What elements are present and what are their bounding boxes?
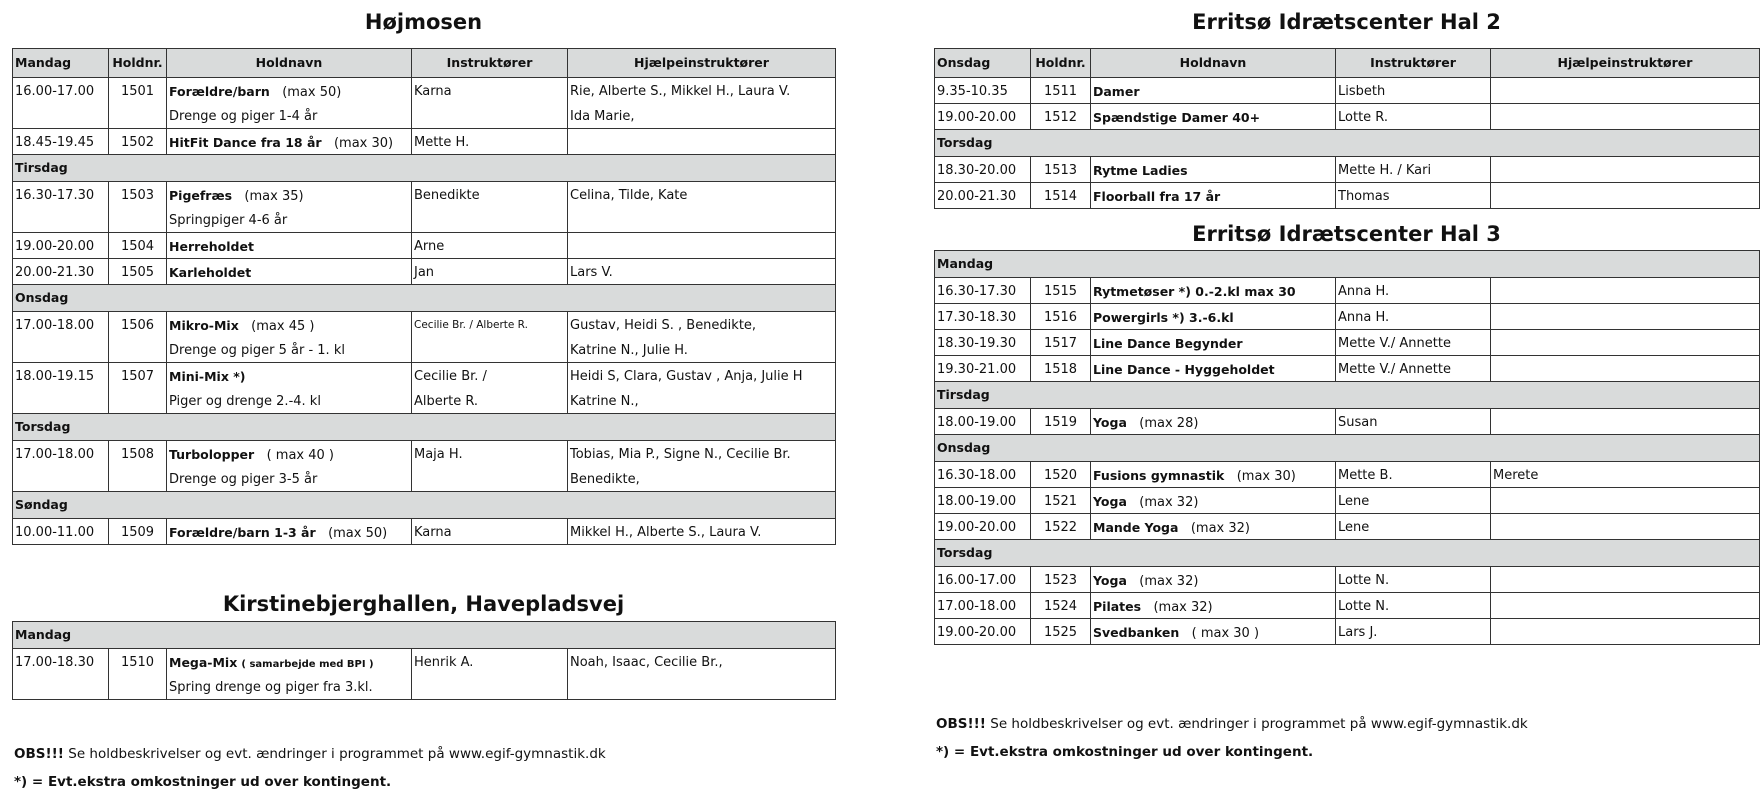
table-row: [935, 619, 1760, 645]
col-header-helpers: Hjælpeinstruktører: [568, 49, 836, 78]
col-header-helpers: Hjælpeinstruktører: [1491, 49, 1760, 78]
day-label: Torsdag: [935, 130, 1760, 157]
table-row: [13, 259, 836, 285]
instructor: Anna H.: [1338, 310, 1390, 325]
helper-instructors: [1493, 514, 1757, 539]
table-row: [935, 567, 1760, 593]
footnote: *) = Evt.ekstra omkostninger ud over kontingent.: [936, 744, 1314, 760]
team-number: 1524: [1043, 599, 1078, 614]
team-name: Mega-Mix: [169, 655, 238, 670]
col-header-instructors: Instruktører: [412, 49, 568, 78]
team-note: ( samarbejde med BPI ): [241, 659, 374, 670]
team-number: 1519: [1043, 415, 1078, 430]
day-label: Tirsdag: [935, 382, 1760, 409]
hal2-section: [934, 8, 1759, 209]
schedule-body-hal3: [935, 251, 1760, 645]
day-row: [13, 622, 836, 649]
team-max: (max 30): [1236, 469, 1296, 484]
team-max: (max 50): [328, 526, 388, 541]
day-row: [13, 414, 836, 441]
team-number: 1502: [120, 135, 155, 150]
team-number: 1517: [1043, 336, 1078, 351]
team-number: 1514: [1043, 189, 1078, 204]
day-row: [935, 382, 1760, 409]
instructor: Anna H.: [1338, 284, 1390, 299]
team-number: 1509: [120, 525, 155, 540]
day-label: Tirsdag: [13, 155, 836, 182]
schedule-table-kirstinebjerg: [12, 621, 836, 700]
time-cell: 16.30-18.00: [937, 468, 1017, 483]
hal3-section: [934, 220, 1759, 645]
time-cell: 19.00-20.00: [937, 520, 1017, 535]
team-subtitle: Drenge og piger 3-5 år: [169, 472, 318, 487]
day-row: [935, 435, 1760, 462]
team-name: HitFit Dance fra 18 år: [169, 135, 322, 150]
helper-instructors: Merete: [1493, 468, 1539, 483]
helper-instructors: Lars V.: [570, 265, 613, 280]
instructor-line2: [414, 207, 565, 232]
col-header-number: Holdnr.: [1031, 49, 1091, 78]
footer-left: [14, 740, 606, 793]
instructor: Karna: [414, 84, 452, 99]
instructor: Lene: [1338, 494, 1370, 509]
team-number: 1507: [120, 369, 155, 384]
table-row: [935, 488, 1760, 514]
instructor: Arne: [414, 239, 445, 254]
hojmosen-section: [12, 8, 835, 545]
team-name: Floorball fra 17 år: [1093, 189, 1221, 204]
team-max: (max 30): [333, 136, 394, 151]
team-number: 1511: [1043, 84, 1078, 99]
time-cell: 17.00-18.00: [937, 599, 1017, 614]
team-name: Svedbanken: [1093, 625, 1180, 640]
venue-title-kirstinebjerg: Kirstinebjerghallen, Havepladsvej: [222, 592, 625, 616]
helper-instructors: [1493, 567, 1757, 592]
obs-text: Se holdbeskrivelser og evt. ændringer i programmet på www.egif-gymnastik.dk: [63, 746, 606, 762]
team-max: (max 32): [1190, 521, 1250, 536]
day-label: Torsdag: [935, 540, 1760, 567]
instructor-line2: [414, 337, 565, 362]
helper-instructors: [1493, 104, 1757, 129]
team-number: 1525: [1043, 625, 1078, 640]
venue-title-hal2: Erritsø Idrætscenter Hal 2: [1192, 10, 1501, 34]
team-name: Yoga: [1093, 494, 1127, 509]
helper-instructors: Celina, Tilde, Kate: [570, 188, 688, 203]
team-name: Fusions gymnastik: [1093, 468, 1225, 483]
day-label: Torsdag: [13, 414, 836, 441]
col-header-name: Holdnavn: [167, 49, 412, 78]
instructor: Lene: [1338, 520, 1370, 535]
team-number: 1506: [120, 318, 155, 333]
table-row: [13, 649, 836, 700]
helper-instructors: [1493, 356, 1757, 381]
team-name: Forældre/barn 1-3 år: [169, 525, 316, 540]
team-name: Herreholdet: [169, 239, 254, 254]
team-number: 1520: [1043, 468, 1078, 483]
instructor: Susan: [1338, 415, 1378, 430]
helper-instructors-line2: [570, 207, 833, 232]
team-number: 1515: [1043, 284, 1078, 299]
instructor: Thomas: [1338, 189, 1390, 204]
footnote: *) = Evt.ekstra omkostninger ud over kontingent.: [14, 774, 392, 790]
team-number: 1518: [1043, 362, 1078, 377]
table-row: [935, 330, 1760, 356]
team-number: 1516: [1043, 310, 1078, 325]
table-row: [13, 441, 836, 492]
time-cell: 18.45-19.45: [15, 135, 95, 150]
table-row: [13, 182, 836, 233]
time-cell: 16.00-17.00: [15, 84, 95, 99]
day-row: [935, 540, 1760, 567]
instructor: Lars J.: [1338, 625, 1378, 640]
team-name: Forældre/barn: [169, 84, 270, 99]
table-header-row: [935, 49, 1760, 78]
table-header-row: [13, 49, 836, 78]
helper-instructors: [1493, 304, 1757, 329]
time-cell: 16.30-17.30: [15, 188, 95, 203]
schedule-table-hojmosen: [12, 48, 836, 545]
team-number: 1523: [1043, 573, 1078, 588]
time-cell: 16.30-17.30: [937, 284, 1017, 299]
team-max: (max 32): [1153, 600, 1213, 615]
team-name: Mande Yoga: [1093, 520, 1179, 535]
col-header-name: Holdnavn: [1091, 49, 1336, 78]
instructor: Karna: [414, 525, 452, 540]
time-cell: 16.00-17.00: [937, 573, 1017, 588]
team-max: ( max 40 ): [266, 448, 334, 463]
table-row: [935, 183, 1760, 209]
helper-instructors: [1493, 183, 1757, 208]
team-max: (max 50): [282, 85, 342, 100]
instructor: Mette H. / Kari: [1338, 163, 1432, 178]
time-cell: 18.30-19.30: [937, 336, 1017, 351]
helper-instructors-line2: Ida Marie,: [570, 109, 635, 124]
time-cell: 20.00-21.30: [15, 265, 95, 280]
table-row: [13, 363, 836, 414]
day-label: Mandag: [935, 251, 1760, 278]
instructor: Jan: [414, 265, 435, 280]
team-name: Line Dance - Hyggeholdet: [1093, 362, 1275, 377]
time-cell: 19.00-20.00: [937, 625, 1017, 640]
team-subtitle: Spring drenge og piger fra 3.kl.: [169, 680, 373, 695]
time-cell: 9.35-10.35: [937, 84, 1008, 99]
instructor: Mette V./ Annette: [1338, 336, 1451, 351]
table-row: [935, 593, 1760, 619]
schedule-table-hal2: [934, 48, 1760, 209]
helper-instructors: [1493, 488, 1757, 513]
day-row: [13, 285, 836, 312]
team-max: (max 32): [1139, 574, 1199, 589]
helper-instructors: [570, 233, 833, 258]
instructor: Maja H.: [414, 447, 463, 462]
team-number: 1503: [120, 188, 155, 203]
team-subtitle: Drenge og piger 5 år - 1. kl: [169, 343, 345, 358]
helper-instructors-line2: Benedikte,: [570, 472, 640, 487]
time-cell: 17.00-18.00: [15, 318, 95, 333]
col-header-instructors: Instruktører: [1336, 49, 1491, 78]
helper-instructors: Heidi S, Clara, Gustav , Anja, Julie H: [570, 369, 803, 384]
time-cell: 18.00-19.00: [937, 415, 1017, 430]
team-name: Powergirls *) 3.-6.kl: [1093, 310, 1234, 325]
helper-instructors: Gustav, Heidi S. , Benedikte,: [570, 318, 757, 333]
team-number: 1522: [1043, 520, 1078, 535]
table-row: [13, 129, 836, 155]
team-number: 1521: [1043, 494, 1078, 509]
table-row: [13, 78, 836, 129]
helper-instructors: [1493, 409, 1757, 434]
team-number: 1512: [1043, 110, 1078, 125]
team-number: 1510: [120, 655, 155, 670]
helper-instructors-line2: Katrine N.,: [570, 394, 639, 409]
obs-label: OBS!!!: [936, 716, 986, 732]
helper-instructors: Noah, Isaac, Cecilie Br.,: [570, 655, 723, 670]
day-label: Onsdag: [935, 435, 1760, 462]
team-name: Mini-Mix *): [169, 369, 246, 384]
instructor: Lotte R.: [1338, 110, 1388, 125]
team-number: 1505: [120, 265, 155, 280]
day-row: [935, 130, 1760, 157]
venue-title-hal3: Erritsø Idrætscenter Hal 3: [1192, 222, 1501, 246]
obs-text: Se holdbeskrivelser og evt. ændringer i programmet på www.egif-gymnastik.dk: [985, 716, 1528, 732]
instructor: Lotte N.: [1338, 599, 1390, 614]
venue-title-hojmosen: Højmosen: [364, 10, 483, 34]
team-max: (max 45 ): [251, 319, 315, 334]
time-cell: 10.00-11.00: [15, 525, 95, 540]
helper-instructors: [1493, 157, 1757, 182]
helper-instructors: [1493, 593, 1757, 618]
kirstinebjerg-section: [12, 590, 835, 700]
instructor-line2: [414, 466, 565, 491]
team-name: Pilates: [1093, 599, 1142, 614]
col-header-number: Holdnr.: [109, 49, 167, 78]
table-row: [935, 104, 1760, 130]
team-max: (max 35): [244, 189, 304, 204]
helper-instructors: Rie, Alberte S., Mikkel H., Laura V.: [570, 84, 791, 99]
time-cell: 17.00-18.00: [15, 447, 95, 462]
team-name: Rytmetøser *) 0.-2.kl max 30: [1093, 284, 1296, 299]
table-row: [13, 312, 836, 363]
team-subtitle: Piger og drenge 2.-4. kl: [169, 394, 321, 409]
table-row: [935, 278, 1760, 304]
table-row: [935, 514, 1760, 540]
team-name: Spændstige Damer 40+: [1093, 110, 1261, 125]
time-cell: 18.30-20.00: [937, 163, 1017, 178]
table-row: [935, 409, 1760, 435]
schedule-body-hojmosen: [13, 78, 836, 545]
team-number: 1504: [120, 239, 155, 254]
team-subtitle: Drenge og piger 1-4 år: [169, 109, 318, 124]
instructor: Mette H.: [414, 135, 470, 150]
team-number: 1513: [1043, 163, 1078, 178]
day-row: [13, 155, 836, 182]
instructor: Benedikte: [414, 188, 480, 203]
helper-instructors-line2: Katrine N., Julie H.: [570, 343, 688, 358]
table-row: [935, 78, 1760, 104]
time-cell: 17.00-18.30: [15, 655, 95, 670]
day-row: [935, 251, 1760, 278]
instructor: Mette V./ Annette: [1338, 362, 1451, 377]
table-row: [935, 304, 1760, 330]
team-name: Rytme Ladies: [1093, 163, 1188, 178]
time-cell: 19.00-20.00: [15, 239, 95, 254]
table-row: [13, 233, 836, 259]
time-cell: 18.00-19.15: [15, 369, 95, 384]
time-cell: 19.00-20.00: [937, 110, 1017, 125]
team-name: Pigefræs: [169, 188, 233, 203]
helper-instructors: Tobias, Mia P., Signe N., Cecilie Br.: [570, 447, 791, 462]
table-row: [935, 356, 1760, 382]
table-row: [935, 157, 1760, 183]
instructor: Mette B.: [1338, 468, 1393, 483]
time-cell: 19.30-21.00: [937, 362, 1017, 377]
helper-instructors: [1493, 278, 1757, 303]
footer-right: [936, 710, 1528, 766]
instructor-line2: [414, 103, 565, 128]
helper-instructors: [1493, 619, 1757, 644]
time-cell: 20.00-21.30: [937, 189, 1017, 204]
team-name: Line Dance Begynder: [1093, 336, 1243, 351]
instructor: Henrik A.: [414, 655, 474, 670]
table-row: [935, 462, 1760, 488]
team-max: ( max 30 ): [1191, 626, 1260, 641]
team-subtitle: Springpiger 4-6 år: [169, 213, 288, 228]
team-name: Turbolopper: [169, 447, 255, 462]
day-label: Onsdag: [13, 285, 836, 312]
team-number: 1501: [120, 84, 155, 99]
instructor-line2: Alberte R.: [414, 394, 479, 409]
team-max: (max 28): [1139, 416, 1199, 431]
day-label: Søndag: [13, 492, 836, 519]
time-cell: 18.00-19.00: [937, 494, 1017, 509]
team-max: (max 32): [1139, 495, 1199, 510]
helper-instructors: [570, 129, 833, 154]
team-name: Yoga: [1093, 415, 1127, 430]
day-label: Mandag: [13, 622, 836, 649]
helper-instructors: Mikkel H., Alberte S., Laura V.: [570, 525, 762, 540]
team-number: 1508: [120, 447, 155, 462]
team-name: Karleholdet: [169, 265, 252, 280]
col-header-day: Onsdag: [935, 49, 1031, 78]
col-header-day: Mandag: [13, 49, 109, 78]
team-name: Yoga: [1093, 573, 1127, 588]
instructor: Lisbeth: [1338, 84, 1386, 99]
table-row: [13, 519, 836, 545]
day-row: [13, 492, 836, 519]
team-name: Mikro-Mix: [169, 318, 239, 333]
instructor: Lotte N.: [1338, 573, 1390, 588]
helper-instructors: [1493, 78, 1757, 103]
instructor: Cecilie Br. /: [414, 369, 487, 384]
helper-instructors: [1493, 330, 1757, 355]
schedule-table-hal3: [934, 250, 1760, 645]
team-name: Damer: [1093, 84, 1140, 99]
obs-label: OBS!!!: [14, 746, 64, 762]
schedule-body-hal2: [935, 78, 1760, 209]
time-cell: 17.30-18.30: [937, 310, 1017, 325]
instructor: Cecilie Br. / Alberte R.: [414, 319, 528, 331]
